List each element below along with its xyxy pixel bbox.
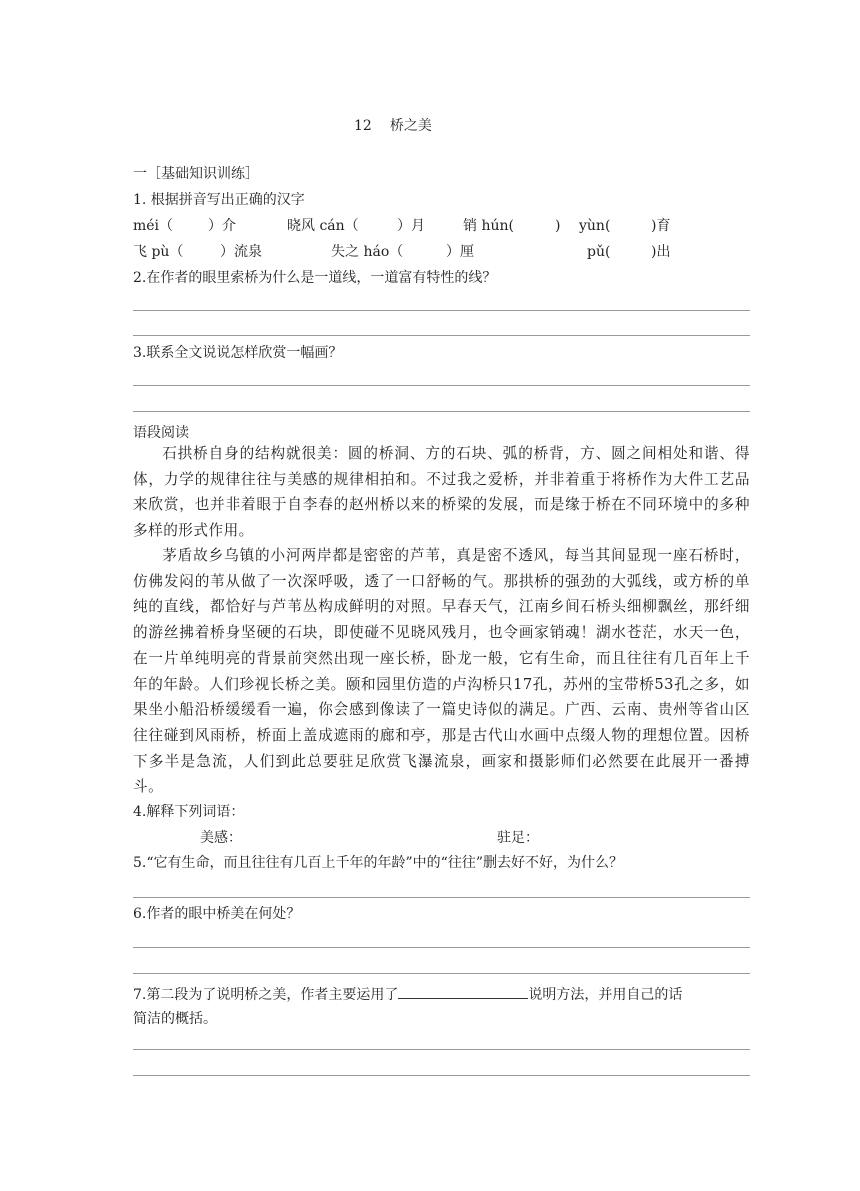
passage-paragraph-2: 茅盾故乡乌镇的小河两岸都是密密的芦苇，真是密不透风，每当其间显现一座石桥时，仿佛发闷的苇从做了一次深呼吸，透了一口舒畅的气。那拱桥的强劲的大弧线，或方桥的单纯的直线，都恰好与芦苇丛构成鲜明的对照。早春天气，江南乡间石桥头细柳飘丝，那纤细的游丝拂着桥身坚硬的石块，即使碰不见晓风残月，也令画家销魂！湖水苍茫，水天一色，在一片单纯明亮的背景前突然出现一座长桥，卧龙一般，它有生命，而且往往有几百年上千年的年龄。人们珍视长桥之美。颐和园里仿造的卢沟桥只17孔，苏州的宝带桥53孔之多，如果坐小船沿桥缓缓看一遍，你会感到像读了一篇史诗似的满足。广西、云南、贵州等省山区往往碰到风雨桥，桥面上盖成遮雨的廊和亭，那是古代山水画中点缀人物的理想位置。因桥下多半是急流，人们到此总要驻足欣赏飞瀑流泉，画家和摄影师们必然要在此展开一番搏斗。 (133, 547, 750, 796)
question-5: 5.“它有生命，而且往往有几百上千年的年龄”中的“往往”删去好不好，为什么？ (133, 855, 623, 871)
pinyin-item-can: 晓风 cán（ (287, 218, 359, 234)
pinyin-item-pu2-suffix: )出 (651, 244, 671, 260)
pinyin-item-can-suffix: ）月 (397, 218, 425, 234)
question-6: 6.作者的眼中桥美在何处？ (133, 906, 301, 922)
pinyin-item-hao: 失之 háo（ (331, 244, 404, 260)
question-4: 4.解释下列词语： (133, 804, 245, 820)
answer-line[interactable] (133, 1049, 750, 1050)
question-3: 3.联系全文说说怎样欣赏一幅画？ (133, 345, 343, 361)
reading-heading: 语段阅读 (133, 425, 189, 441)
term-meigan: 美感： (200, 830, 242, 846)
passage-paragraph-1: 石拱桥自身的结构就很美：圆的桥洞、方的石块、弧的桥背，方、圆之间相处和谐、得体，力学的规律往往与美感的规律相拍和。不过我之爱桥，并非着重于将桥作为大件工艺品来欣赏，也并非着眼于自李春的赵州桥以来的桥梁的发展，而是缘于桥在不同环境中的多种多样的形式作用。 (133, 445, 750, 540)
answer-line[interactable] (133, 411, 750, 412)
pinyin-item-hao-suffix: ）厘 (446, 244, 474, 260)
q7-text-before: 7.第二段为了说明桥之美，作者主要运用了 (133, 987, 399, 1003)
answer-line[interactable] (133, 1075, 750, 1076)
term-zhuzu: 驻足： (497, 830, 539, 846)
question-7-line2: 简洁的概括。 (133, 1011, 217, 1027)
section-heading: 一［基础知识训练］ (133, 166, 259, 182)
pinyin-item-hun: 销 hún( (463, 218, 514, 234)
pinyin-item-yun-suffix: )育 (651, 218, 671, 234)
fill-blank[interactable] (398, 984, 528, 999)
lesson-title: 桥之美 (389, 118, 432, 134)
answer-line[interactable] (133, 310, 750, 311)
answer-line[interactable] (133, 897, 750, 898)
pinyin-item-pu: 飞 pù（ (133, 244, 184, 260)
answer-line[interactable] (133, 947, 750, 948)
question-2: 2.在作者的眼里索桥为什么是一道线，一道富有特性的线？ (133, 270, 497, 286)
pinyin-item-hun-suffix: ) (555, 218, 561, 234)
pinyin-item-pu2: pǔ( (587, 244, 611, 260)
answer-line[interactable] (133, 973, 750, 974)
q7-text-after: 说明方法，并用自己的话 (528, 987, 683, 1003)
pinyin-item-mei-suffix: ）介 (208, 218, 236, 234)
pinyin-item-pu-suffix: ）流泉 (220, 244, 262, 260)
q1-prompt: 1. 根据拼音写出正确的汉字 (133, 192, 305, 208)
question-7 (133, 984, 682, 1005)
pinyin-item-mei: méi（ (133, 218, 174, 234)
pinyin-item-yun: yùn( (579, 218, 611, 234)
lesson-number: 12 (354, 118, 372, 134)
answer-line[interactable] (133, 385, 750, 386)
answer-line[interactable] (133, 335, 750, 336)
page-title (354, 116, 432, 136)
